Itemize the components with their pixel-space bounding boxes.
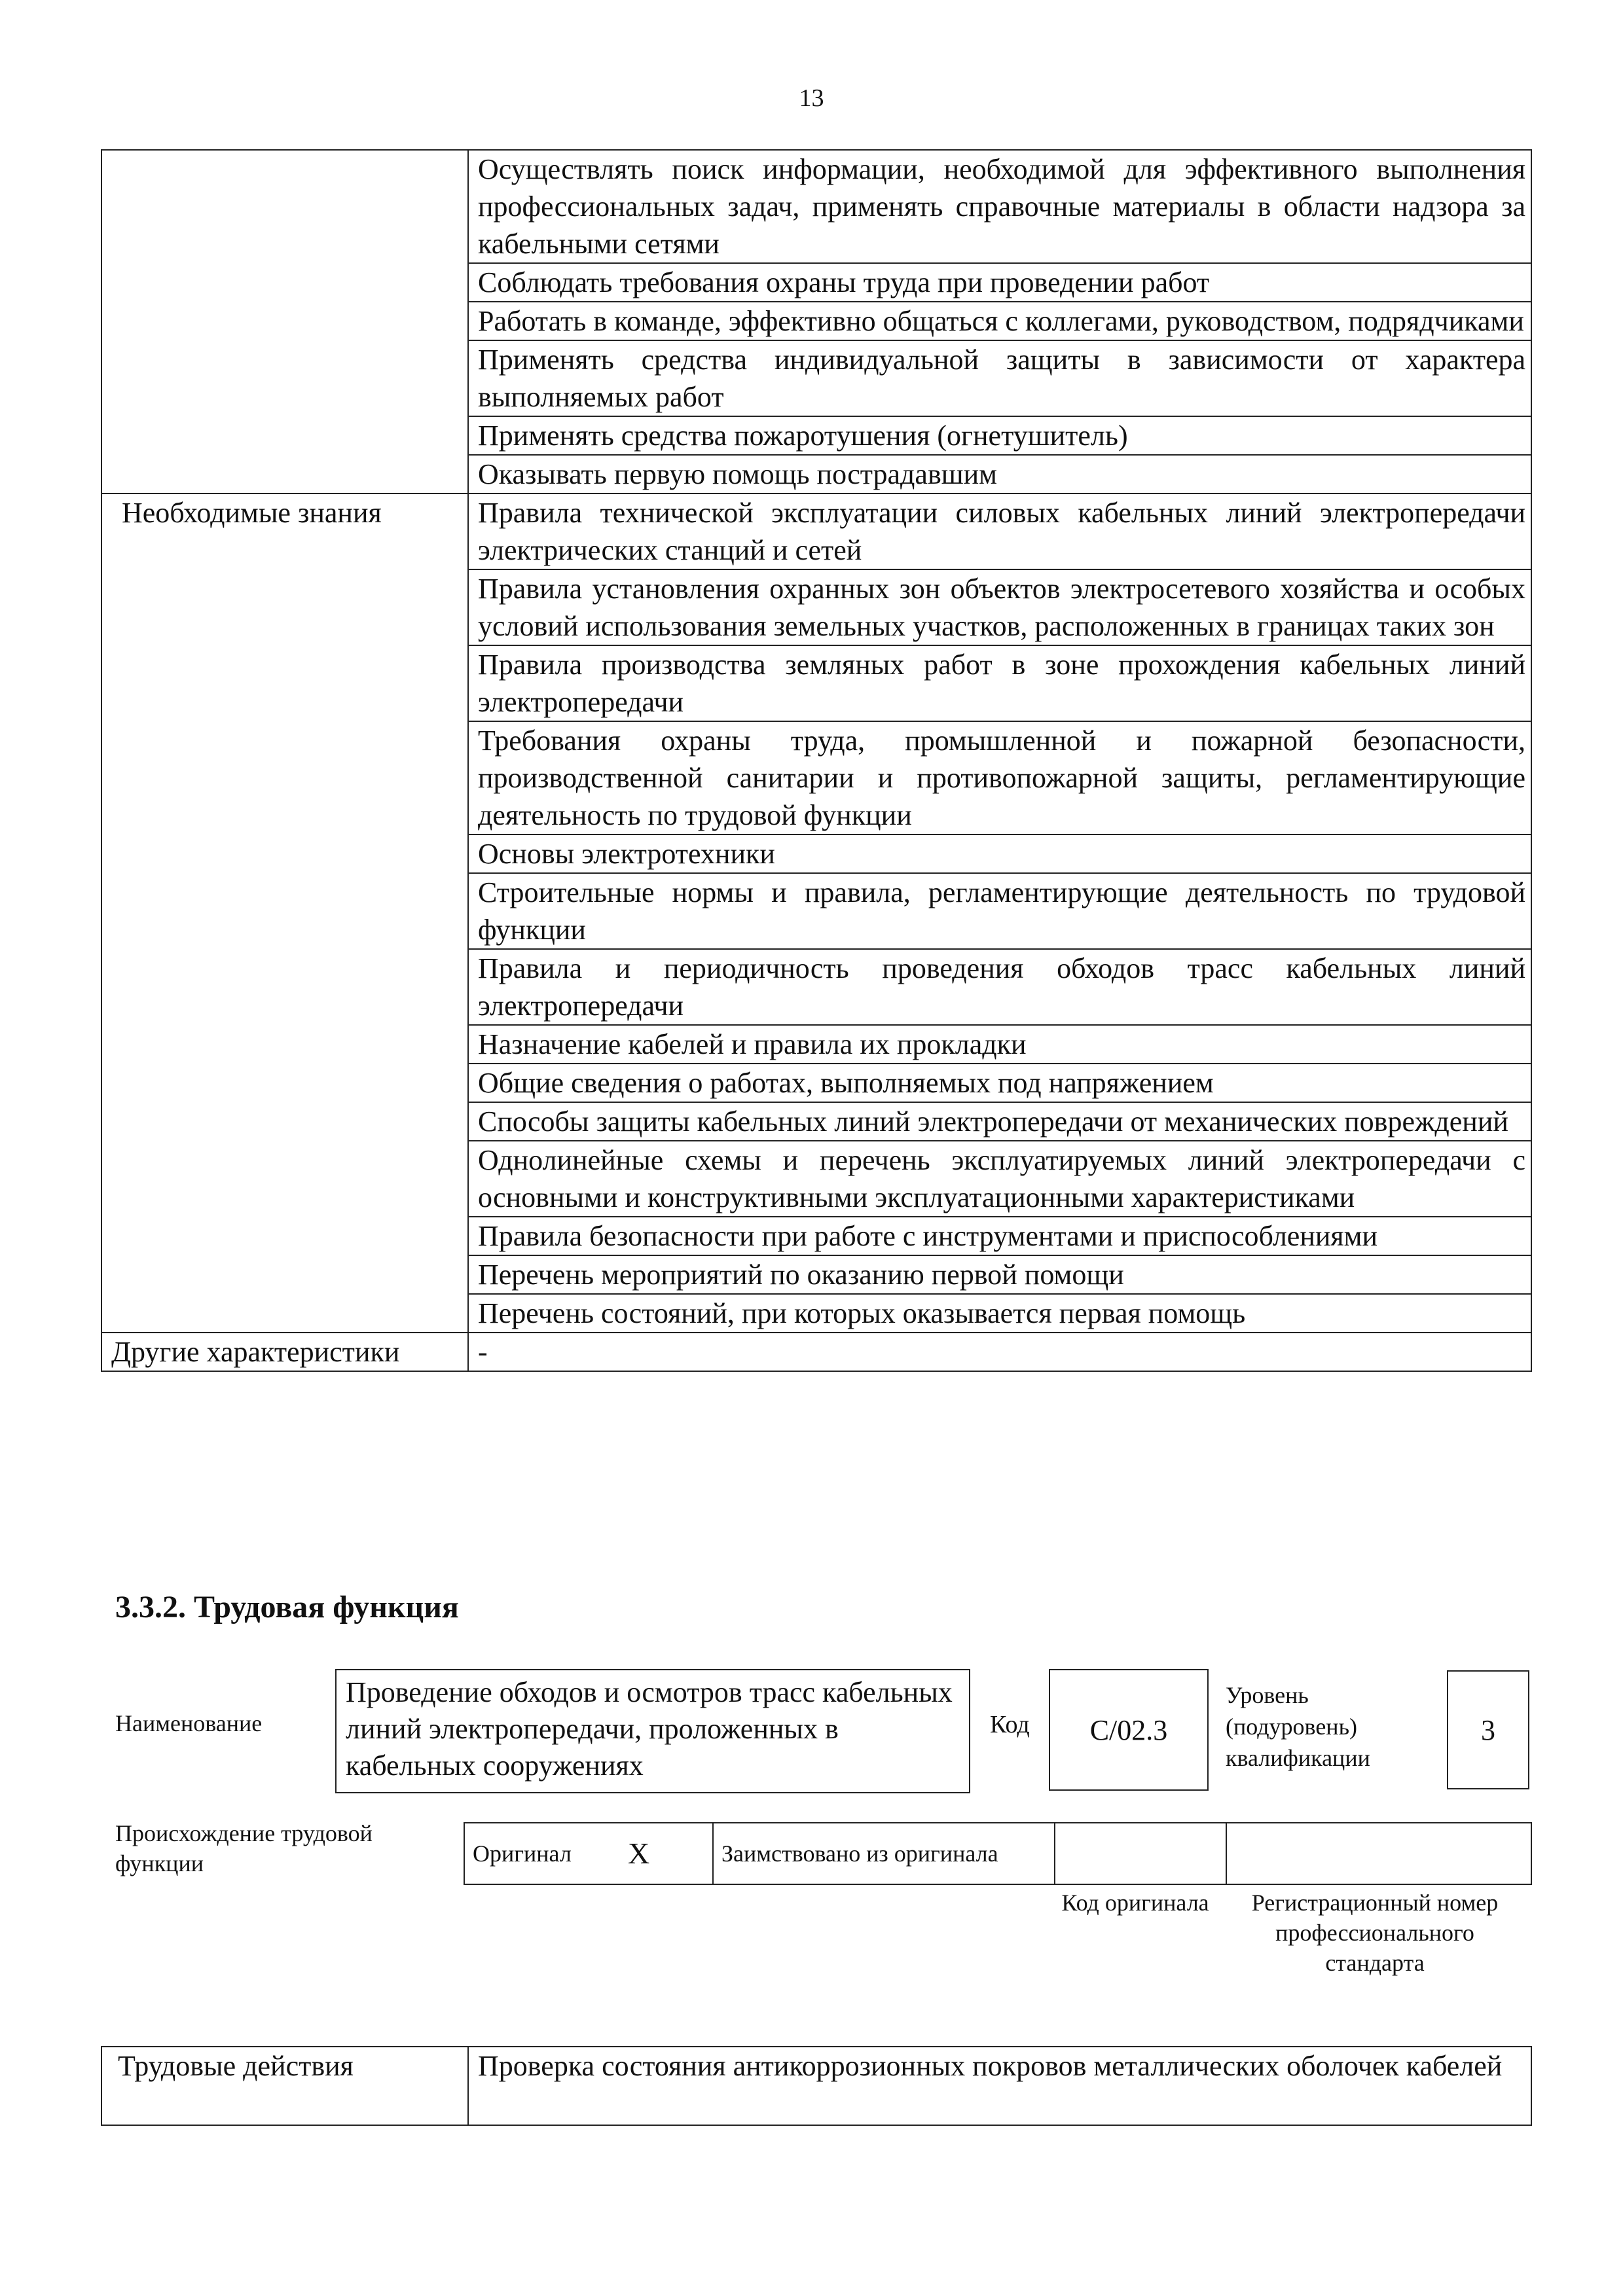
skill-item: Работать в команде, эффективно общаться с коллегами, руководством, подрядчиками [468,302,1531,340]
skill-item: Оказывать первую помощь пострадавшим [468,455,1531,493]
knowledge-item: Перечень состояний, при которых оказывается первая помощь [468,1294,1531,1333]
skill-item: Осуществлять поиск информации, необходимой для эффективного выполнения профессиональных задач, применять справочные материалы в области надзора за кабельными сетями [468,150,1531,263]
code-box: С/02.3 [1049,1669,1209,1791]
knowledge-item: Назначение кабелей и правила их прокладки [468,1025,1531,1064]
registration-number-caption: Регистрационный номер профессионального стандарта [1251,1890,1499,1976]
table-row [464,1823,1531,1884]
section-heading: 3.3.2. Трудовая функция [115,1590,459,1624]
registration-number-cell [1226,1823,1531,1884]
knowledge-item: Правила технической эксплуатации силовых кабельных линий электропередачи электрических станций и сетей [468,493,1531,569]
origin-table [464,1822,1532,1885]
table-row [101,150,1531,263]
skills-knowledge-table [101,149,1532,1372]
page-number: 13 [799,84,824,112]
table-row [101,2047,1531,2125]
origin-label: Происхождение трудовой функции [115,1820,373,1876]
skills-label-cell [101,150,468,493]
labor-actions-table [101,2046,1532,2126]
knowledge-item: Правила установления охранных зон объектов электросетевого хозяйства и особых условий использования земельных участков, расположенных в границах таких зон [468,569,1531,645]
name-label: Наименование [115,1710,263,1736]
knowledge-label: Необходимые знания [101,493,468,1333]
original-code-caption: Код оригинала [1061,1890,1209,1916]
knowledge-item: Требования охраны труда, промышленной и пожарной безопасности, производственной санитарии и противопожарной защиты, регламентирующие деятельность по трудовой функции [468,721,1531,834]
other-characteristics-value: - [468,1333,1531,1371]
labor-actions-label: Трудовые действия [101,2047,468,2125]
function-name-box: Проведение обходов и осмотров трасс кабельных линий электропередачи, проложенных в кабельных сооружениях [335,1669,970,1793]
skill-item: Применять средства индивидуальной защиты в зависимости от характера выполняемых работ [468,340,1531,416]
borrowed-label: Заимствовано из оригинала [713,1823,1055,1884]
knowledge-item: Основы электротехники [468,834,1531,873]
labor-action-item: Проверка состояния антикоррозионных покровов металлических оболочек кабелей [468,2047,1531,2125]
original-code-cell [1055,1823,1226,1884]
knowledge-item: Общие сведения о работах, выполняемых под напряжением [468,1064,1531,1102]
knowledge-item: Правила безопасности при работе с инструментами и приспособлениями [468,1217,1531,1255]
knowledge-item: Перечень мероприятий по оказанию первой помощи [468,1255,1531,1294]
other-characteristics-label: Другие характеристики [101,1333,468,1371]
original-label: Оригинал [464,1823,621,1884]
qualification-level-box: 3 [1447,1670,1529,1789]
knowledge-item: Правила и периодичность проведения обходов трасс кабельных линий электропередачи [468,949,1531,1025]
table-row [101,1333,1531,1371]
table-row [101,493,1531,569]
knowledge-item: Однолинейные схемы и перечень эксплуатируемых линий электропередачи с основными и конструктивными эксплуатационными характеристиками [468,1141,1531,1217]
qualification-level-label: Уровень (подуровень) квалификации [1226,1682,1370,1771]
code-label: Код [990,1711,1030,1738]
skill-item: Соблюдать требования охраны труда при проведении работ [468,263,1531,302]
original-mark: X [621,1823,713,1884]
skill-item: Применять средства пожаротушения (огнетушитель) [468,416,1531,455]
knowledge-item: Правила производства земляных работ в зоне прохождения кабельных линий электропередачи [468,645,1531,721]
knowledge-item: Способы защиты кабельных линий электропередачи от механических повреждений [468,1102,1531,1141]
knowledge-item: Строительные нормы и правила, регламентирующие деятельность по трудовой функции [468,873,1531,949]
